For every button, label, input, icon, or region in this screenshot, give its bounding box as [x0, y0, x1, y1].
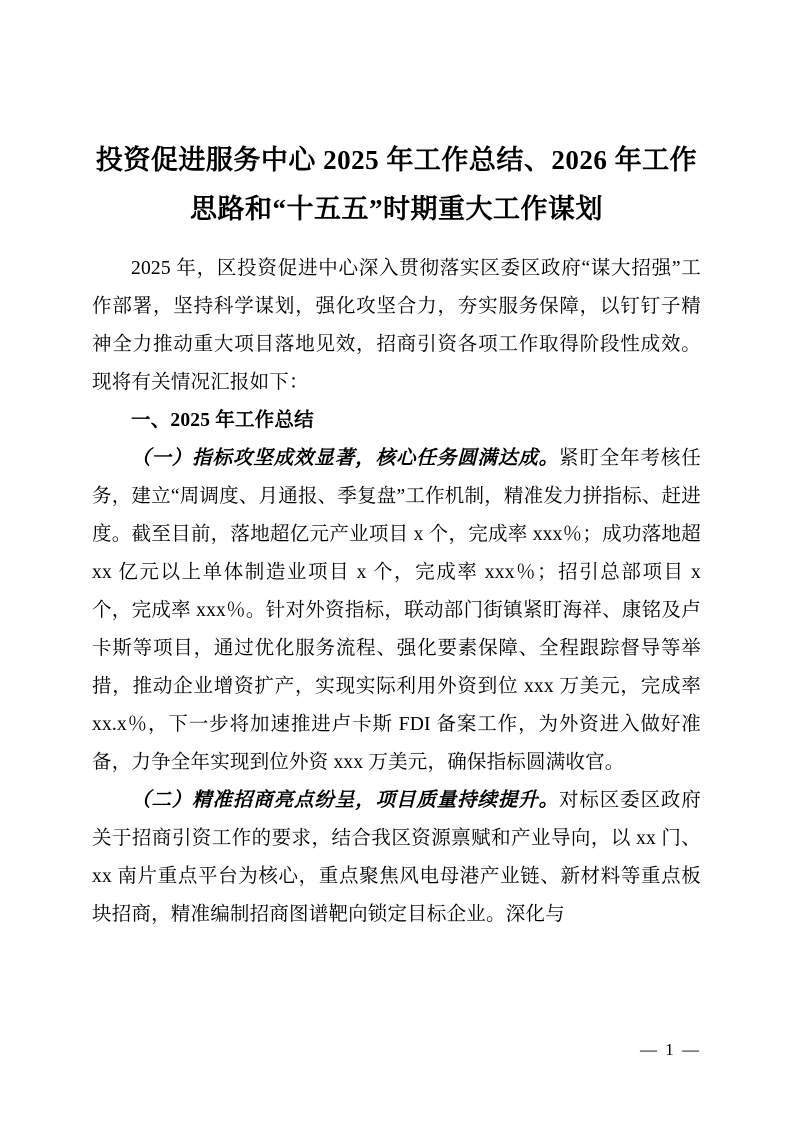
intro-paragraph: 2025 年，区投资促进中心深入贯彻落实区委区政府“谋大招强”工作部署，坚持科学谋划，强化攻坚合力，夯实服务保障，以钉钉子精神全力推动重大项目落地见效，招商引资各项工作取得阶段性成效。现将有关情况汇报如下： — [92, 258, 701, 393]
body-paragraph-item-1 — [92, 440, 701, 782]
page-number: — 1 — — [640, 1040, 701, 1059]
item-2-body: 对标区委区政府关于招商引资工作的要求，结合我区资源禀赋和产业导向，以 xx 门、xx 南片重点平台为核心，重点聚焦风电母港产业链、新材料等重点板块招商，精准编制招商图谱靶向锁定目标企业。深化与 — [92, 790, 702, 925]
item-2-lead: （二）精准招商亮点纷呈，项目质量持续提升。 — [131, 790, 560, 811]
section-heading-2025-summary: 一、2025 年工作总结 — [131, 410, 314, 431]
body-paragraph-item-2 — [92, 782, 701, 934]
document-title: 投资促进服务中心 2025 年工作总结、2026 年工作思路和“十五五”时期重大工作谋划 — [95, 145, 698, 224]
item-1-body: 紧盯全年考核任务，建立“周调度、月通报、季复盘”工作机制，精准发力拼指标、赶进度。截至目前，落地超亿元产业项目 x 个，完成率 xxx％；成功落地超 xx 亿元以上单体制造业项目 x 个，完成率 xxx％；招引总部项目 x 个，完成率 xxx％。针对外资指标，联动部门街镇紧盯海祥、康铭及卢卡斯等项目，通过优化服务流程、强化要素保障、全程跟踪督导等举措，推动企业增资扩产，实现实际利用外资到位 xxx 万美元，完成率 xx.x％，下一步将加速推进卢卡斯 FDI 备案工作，为外资进入做好准备，力争全年实现到位外资 xxx 万美元，确保指标圆满收官。 — [92, 448, 702, 773]
item-1-lead: （一）指标攻坚成效显著，核心任务圆满达成。 — [131, 448, 560, 469]
